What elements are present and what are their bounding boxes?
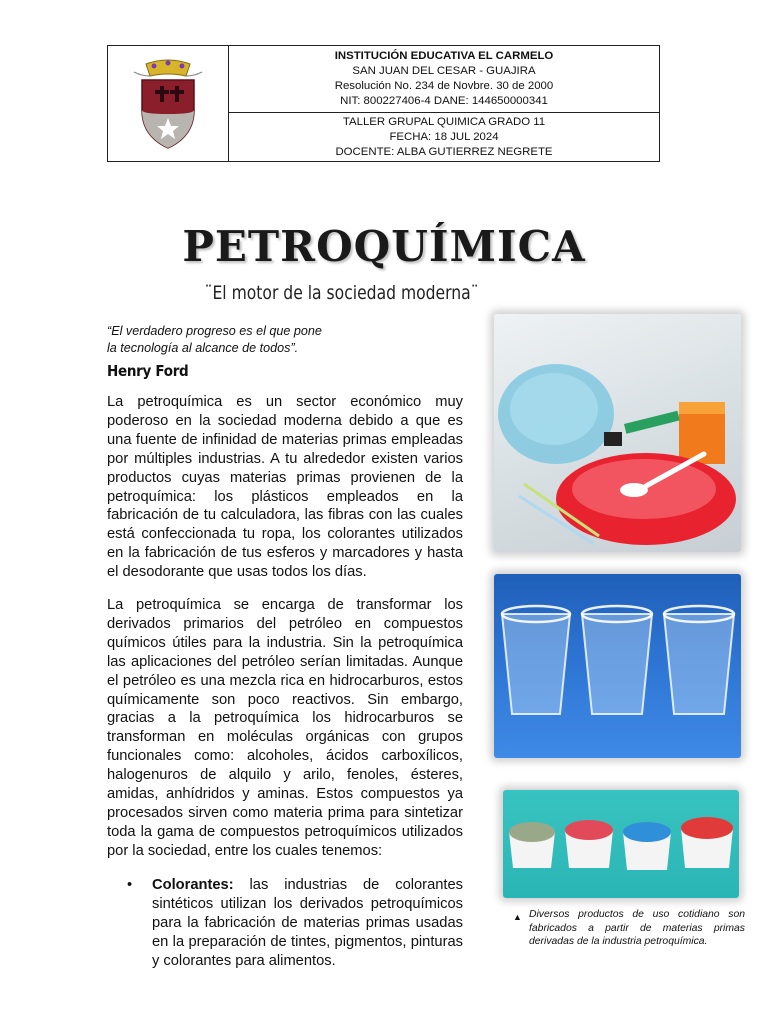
quote-line-1: “El verdadero progreso es el que pone xyxy=(107,324,322,338)
bullet-term: Colorantes: xyxy=(152,877,234,893)
bullet-dot-icon: • xyxy=(127,877,133,893)
document-header xyxy=(107,45,660,162)
institution-nit: NIT: 800227406-4 DANE: 144650000341 xyxy=(340,95,548,107)
bullet-list xyxy=(127,876,463,971)
header-info xyxy=(229,46,659,161)
plastic-products-illustration xyxy=(494,314,741,552)
bullet-text: las industrias de colorantes sintéticos utilizan los derivados petroquímicos para la fabricación de materias primas usadas en la preparación de tintes, pigmentos, pinturas y colorantes para alimentos. xyxy=(152,877,463,969)
photo-pigments xyxy=(503,790,739,898)
logo-cell xyxy=(108,46,229,161)
pigments-illustration xyxy=(503,790,739,898)
paragraph-1: La petroquímica es un sector económico muy poderoso en la sociedad moderna debido a que es una fuente de infinidad de materias primas empleadas por múltiples industrias. A tu alrededor existen varios productos cuyas materias primas provienen de la petroquímica: los plásticos empleados en la fabricación de tu calculadora, las fibras con las cuales está confeccionada tu ropa, los colorantes utilizados en la fabricación de tus esferos y marcadores y hasta el desodorante que usas todos los días. xyxy=(107,394,463,581)
institution-block xyxy=(229,46,659,113)
caption-text: Diversos productos de uso cotidiano son fabricados a partir de materias primas derivadas de la industria petroquímica. xyxy=(529,909,745,948)
workshop-title: TALLER GRUPAL QUIMICA GRADO 11 xyxy=(342,115,546,128)
quote-author: Henry Ford xyxy=(107,362,189,380)
photo-plastic-products xyxy=(494,314,741,552)
institution-name: INSTITUCIÓN EDUCATIVA EL CARMELO xyxy=(334,50,554,62)
workshop-date: FECHA: 18 JUL 2024 xyxy=(389,130,499,143)
paragraph-2: La petroquímica se encarga de transformar los derivados primarios del petróleo en compuestos químicos útiles para la industria. Sin la petroquímica las aplicaciones del petróleo serían limitadas. Aunque el petróleo es una mezcla rica en hidrocarburos, estos químicamente son poco reactivos. Sin embargo, gracias a la petroquímica los hidrocarburos se transforman en moléculas orgánicas con grupos funcionales como: alcoholes, ácidos carboxílicos, halogenuros de alquilo y arilo, fenoles, ésteres, amidas, anhídridos y aminas. Estos compuestos ya procesados sirven como materia prima para sintetizar toda la gama de compuestos petroquímicos utilizados por la sociedad, entre los cuales tenemos: xyxy=(107,597,463,859)
workshop-teacher: DOCENTE: ALBA GUTIERREZ NEGRETE xyxy=(335,145,553,158)
quote-line-2: la tecnología al alcance de todos”. xyxy=(107,341,299,355)
school-crest-logo xyxy=(120,54,216,154)
page-subtitle: ¨El motor de la sociedad moderna¨ xyxy=(204,282,479,304)
workshop-block xyxy=(229,113,659,161)
page-title: PETROQUÍMICA xyxy=(182,222,586,271)
quote xyxy=(107,323,407,357)
triangle-up-icon: ▲ xyxy=(513,912,522,922)
institution-location: SAN JUAN DEL CESAR - GUAJIRA xyxy=(352,65,536,77)
institution-resolution: Resolución No. 234 de Novbre. 30 de 2000 xyxy=(334,80,554,92)
plastic-cups-illustration xyxy=(494,574,741,758)
bullet-item xyxy=(152,876,463,971)
photo-caption xyxy=(513,908,745,949)
photo-plastic-cups xyxy=(494,574,741,758)
